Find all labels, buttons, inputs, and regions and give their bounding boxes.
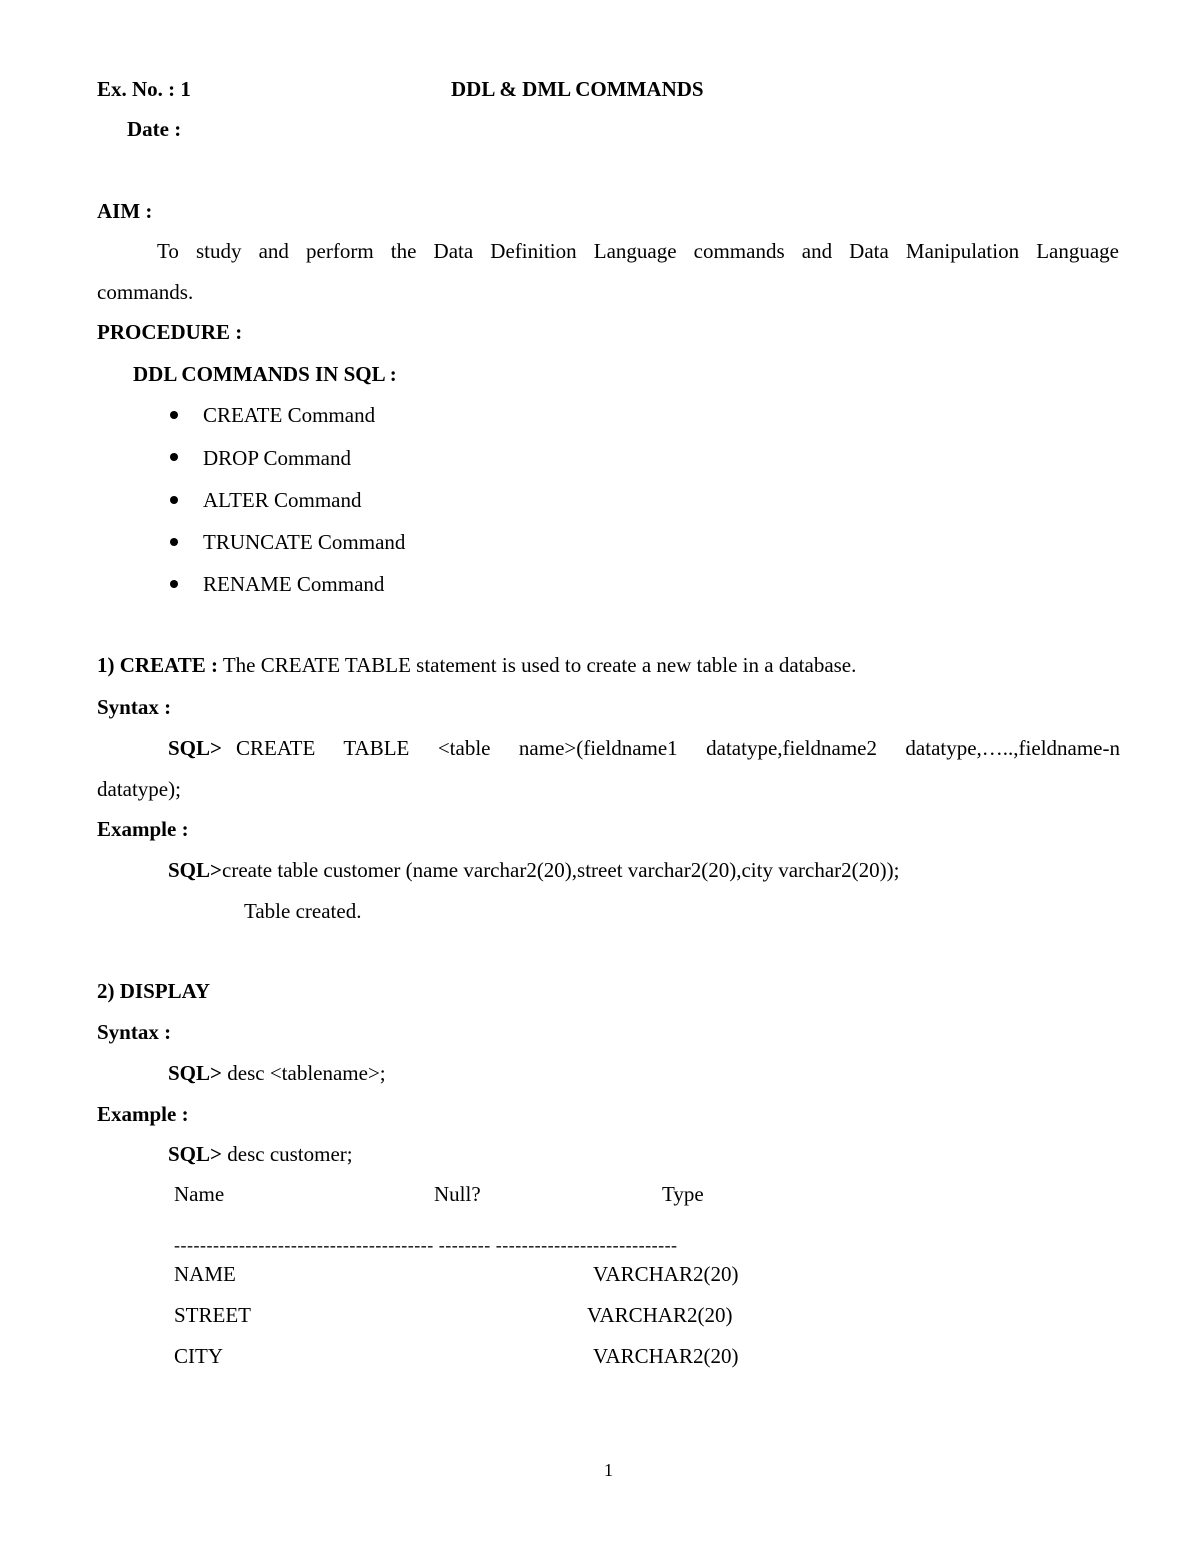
date-label: Date : — [127, 117, 182, 141]
create-section-line — [97, 655, 856, 676]
list-item: RENAME Command — [203, 572, 385, 596]
table-row-type: VARCHAR2(20) — [593, 1344, 739, 1368]
procedure-heading: PROCEDURE : — [97, 320, 243, 344]
aim-heading: AIM : — [97, 199, 153, 223]
display-example-label: Example : — [97, 1102, 189, 1126]
display-syntax-label: Syntax : — [97, 1020, 172, 1044]
list-item: DROP Command — [203, 446, 351, 470]
create-syntax-line-2: datatype); — [97, 777, 181, 801]
bullet-icon — [170, 496, 178, 504]
bullet-icon — [170, 453, 178, 461]
create-example-label: Example : — [97, 817, 189, 841]
table-row-name: CITY — [174, 1344, 223, 1368]
column-header-null: Null? — [434, 1182, 481, 1206]
column-header-type: Type — [662, 1182, 704, 1206]
aim-text-line-2: commands. — [97, 280, 194, 304]
display-example-text: desc customer; — [222, 1142, 353, 1166]
aim-text-line-1: To study and perform the Data Definition Language commands and Data Manipulation Language — [157, 239, 1119, 263]
exercise-number: Ex. No. : 1 — [97, 77, 191, 101]
page-title: DDL & DML COMMANDS — [451, 77, 704, 101]
display-syntax-line — [168, 1063, 386, 1084]
display-syntax-text: desc <tablename>; — [222, 1061, 386, 1085]
column-header-name: Name — [174, 1182, 225, 1206]
create-heading: 1) CREATE : — [97, 653, 218, 677]
create-description: The CREATE TABLE statement is used to create a new table in a database. — [217, 653, 857, 677]
list-item: TRUNCATE Command — [203, 530, 406, 554]
sql-prompt: SQL> — [168, 1142, 222, 1166]
list-item: CREATE Command — [203, 403, 376, 427]
list-item: ALTER Command — [203, 488, 362, 512]
table-row-name: STREET — [174, 1303, 251, 1327]
page-number: 1 — [604, 1460, 613, 1480]
create-example-line — [168, 860, 899, 881]
create-syntax-label: Syntax : — [97, 695, 172, 719]
sql-prompt: SQL> — [168, 736, 222, 760]
bullet-icon — [170, 538, 178, 546]
sql-prompt: SQL> — [168, 1061, 222, 1085]
create-result: Table created. — [244, 899, 362, 923]
create-syntax-text: CREATE TABLE <table name>(fieldname1 datatype,fieldname2 datatype,…..,fieldname-n — [236, 736, 1120, 760]
ddl-commands-heading: DDL COMMANDS IN SQL : — [133, 362, 397, 386]
table-row-name: NAME — [174, 1262, 236, 1286]
table-row-type: VARCHAR2(20) — [593, 1262, 739, 1286]
table-separator: ---------------------------------------- -------- ---------------------------- — [174, 1235, 678, 1255]
create-example-text: create table customer (name varchar2(20),street varchar2(20),city varchar2(20)); — [222, 858, 900, 882]
bullet-icon — [170, 411, 178, 419]
table-row-type: VARCHAR2(20) — [587, 1303, 733, 1327]
sql-prompt: SQL> — [168, 858, 222, 882]
display-example-line — [168, 1144, 353, 1165]
bullet-icon — [170, 580, 178, 588]
create-syntax-line-1 — [168, 738, 1120, 759]
display-heading: 2) DISPLAY — [97, 979, 210, 1003]
